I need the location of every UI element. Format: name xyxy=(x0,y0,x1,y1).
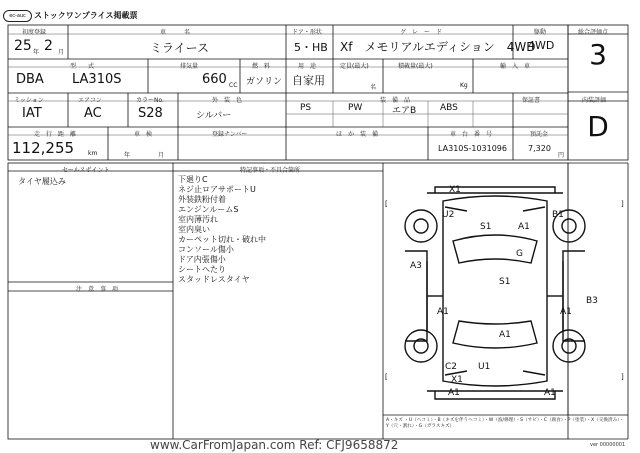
label-drive: 駆動 xyxy=(534,29,547,36)
mark-s1-roof: S1 xyxy=(499,277,511,287)
label-color-no: カラーNo. xyxy=(136,97,164,104)
inspection-item: カーペット切れ・破れ中 xyxy=(178,235,266,244)
svg-text:]: ] xyxy=(621,200,624,208)
label-interior: 内装評価 xyxy=(582,97,607,104)
label-displacement: 排気量 xyxy=(180,63,199,70)
label-shaken: 車 検 xyxy=(134,131,153,138)
year-unit: 年 xyxy=(33,49,40,56)
inspection-item: ネジ止ロアサポートU xyxy=(178,185,256,194)
inspection-item: 外装鉄粉付着 xyxy=(178,195,226,204)
displacement-value: 660 xyxy=(202,72,227,87)
inspection-item: シートへたり xyxy=(178,265,226,274)
equip-airbag: エアB xyxy=(392,106,417,116)
usage-value: 自家用 xyxy=(292,74,325,87)
label-mission: ミッション xyxy=(14,97,44,104)
label-chassis: 車 台 番 号 xyxy=(450,131,493,138)
grade-value: Xf メモリアルエディション 4WD xyxy=(340,40,536,54)
label-ext-color: 外 装 色 xyxy=(212,97,243,104)
label-doors: ドア・形状 xyxy=(292,29,322,36)
mark-u1: U1 xyxy=(478,362,491,372)
fuel-value: ガソリン xyxy=(246,77,283,87)
mark-a1-lower: A1 xyxy=(499,330,511,340)
capacity-unit: 名 xyxy=(370,84,377,91)
brand-logo xyxy=(3,10,32,22)
car-damage-diagram xyxy=(383,171,628,415)
model-prefix: DBA xyxy=(16,72,44,87)
first-reg-year: 25 xyxy=(14,38,32,54)
mark-g: G xyxy=(516,249,523,259)
label-equipment: 装 備 品 xyxy=(380,97,411,104)
label-first-reg: 初度登録 xyxy=(22,29,47,36)
first-reg-month: 2 xyxy=(44,38,53,54)
inspection-item: 室内薄汚れ xyxy=(178,215,218,224)
label-usage: 用 途 xyxy=(298,63,317,70)
inspection-item: ドア内張傷小 xyxy=(178,255,226,264)
label-mileage: 走 行 距 離 xyxy=(34,131,77,138)
drive-value: 4WD xyxy=(528,39,555,52)
inspection-item: スタッドレスタイヤ xyxy=(178,275,250,284)
shaken-year-unit: 年 xyxy=(124,152,131,159)
label-sales-point: セールスポイント xyxy=(62,167,110,174)
mark-b3: B3 xyxy=(586,296,598,306)
mark-a1-front: A1 xyxy=(518,222,530,232)
label-capacity: 定員(最大) xyxy=(340,63,369,70)
inspection-list xyxy=(178,175,266,285)
mark-u2: U2 xyxy=(442,210,455,220)
overall-score: 3 xyxy=(589,38,607,71)
month-unit: 月 xyxy=(58,49,65,56)
mission-value: IAT xyxy=(22,106,42,121)
chassis-number: LA310S-1031096 xyxy=(438,144,507,153)
label-load: 積載量(最大) xyxy=(398,63,433,70)
watermark: www.CarFromJapan.com Ref: CFJ9658872 xyxy=(150,438,399,452)
label-ref-price: 預託金 xyxy=(530,131,549,138)
sheet-title: ストックワンプライス掲載票 xyxy=(34,11,138,20)
car-name: ミライース xyxy=(150,41,210,55)
label-car-name: 車 名 xyxy=(160,29,191,36)
mark-x1-bottom: X1 xyxy=(451,375,463,385)
label-fuel: 燃 料 xyxy=(252,63,271,70)
equip-ps: PS xyxy=(300,103,312,113)
door-shape: 5・HB xyxy=(294,41,328,54)
label-model: 型 式 xyxy=(70,63,95,70)
inspection-item: コンソール傷小 xyxy=(178,245,234,254)
label-overall: 総合評価点 xyxy=(578,29,609,36)
mark-a1-left: A1 xyxy=(437,307,449,317)
aircon-value: AC xyxy=(84,106,102,121)
cc-unit: CC xyxy=(229,82,238,89)
label-grade: グ レ ー ド xyxy=(400,29,443,36)
load-unit: Kg xyxy=(460,82,468,89)
logo-text: ec-auc xyxy=(9,13,26,19)
ref-price-value: 7,320 xyxy=(528,144,551,153)
label-warranty: 保証書 xyxy=(522,97,541,104)
mark-b1: B1 xyxy=(552,210,564,220)
mileage-value: 112,255 xyxy=(12,139,75,157)
svg-text:]: ] xyxy=(621,373,624,381)
shaken-month-unit: 月 xyxy=(158,152,165,159)
label-inspection: 特記事項・不具合箇所 xyxy=(240,167,301,174)
mark-a1-right: A1 xyxy=(560,307,572,317)
version-text: ver 00000001 xyxy=(590,442,626,448)
model-code: LA310S xyxy=(72,72,122,87)
mark-a3: A3 xyxy=(410,261,422,271)
equip-abs: ABS xyxy=(440,103,458,113)
label-notes: 注 意 事 項 xyxy=(76,286,119,293)
mileage-unit: km xyxy=(88,150,98,157)
mark-a1-bottom-right: A1 xyxy=(544,388,556,398)
ref-price-unit: 円 xyxy=(558,152,565,159)
label-import: 輸 入 車 xyxy=(500,63,531,70)
ext-color-value: シルバー xyxy=(196,111,232,121)
mark-s1-front: S1 xyxy=(480,222,492,232)
inspection-item: エンジンルームS xyxy=(178,205,239,214)
inspection-item: 室内臭い xyxy=(178,225,210,234)
inspection-item: 下廻りC xyxy=(178,175,208,184)
mark-x1-top: X1 xyxy=(449,185,461,195)
label-plate: 登録ナンバー xyxy=(212,131,248,138)
label-other: ほ か 装 備 xyxy=(336,131,379,138)
svg-text:[: [ xyxy=(385,373,388,381)
equip-pw: PW xyxy=(348,103,363,113)
damage-legend: A・キズ ・U（ヘコミ）・B（キズを伴うヘコミ）・W（波/修理）・S（サビ）・C（腐食）・P（塗装）・X（交換済み）・Y（穴・割れ）・G（ガラスキズ） xyxy=(386,418,625,429)
svg-text:[: [ xyxy=(385,200,388,208)
mark-c2: C2 xyxy=(445,362,458,372)
sales-point-item: タイヤ履込み xyxy=(18,177,66,186)
mark-a1-bottom-left: A1 xyxy=(448,388,460,398)
label-aircon: エアコン xyxy=(78,97,102,104)
interior-score: D xyxy=(587,110,609,143)
color-no-value: S28 xyxy=(138,106,163,121)
